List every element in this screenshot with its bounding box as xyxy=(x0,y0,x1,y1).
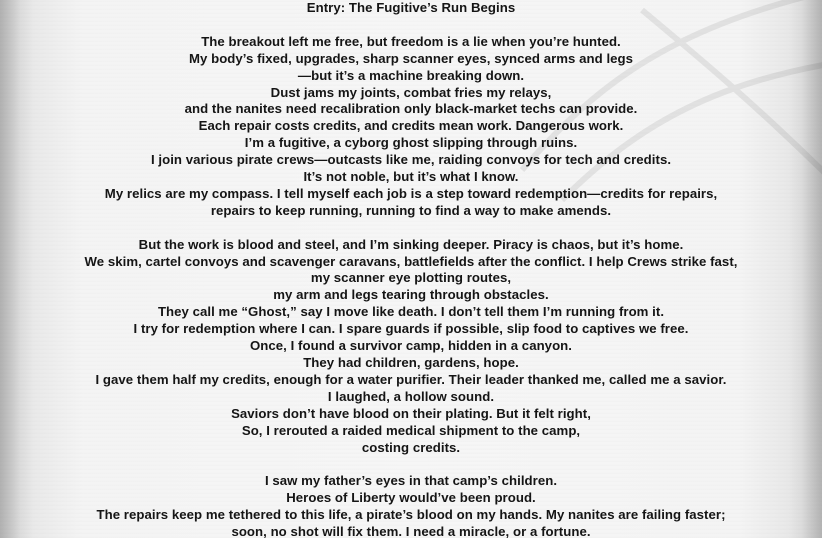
entry-paragraph xyxy=(0,473,822,538)
entry-line: I gave them half my credits, enough for a water purifier. Their leader thanked me, called me a savior. xyxy=(95,371,727,387)
entry-line: Once, I found a survivor camp, hidden in a canyon. xyxy=(250,338,572,354)
entry-paragraph xyxy=(0,237,822,457)
entry-line: I laughed, a hollow sound. xyxy=(327,388,495,404)
entry-line: soon, no shot will fix them. I need a miracle, or a fortune. xyxy=(231,524,591,538)
entry-line: repairs to keep running, running to find a way to make amends. xyxy=(210,202,612,218)
entry-line: my scanner eye plotting routes, xyxy=(310,270,512,286)
entry-line: and the nanites need recalibration only black-market techs can provide. xyxy=(184,101,638,117)
entry-title xyxy=(0,0,822,34)
entry-line: Heroes of Liberty would’ve been proud. xyxy=(286,490,536,506)
entry-line: So, I rerouted a raided medical shipment to the camp, xyxy=(241,422,581,438)
entry-paragraph xyxy=(0,34,822,220)
entry-line: My relics are my compass. I tell myself each job is a step toward redemption—credits for repairs, xyxy=(104,185,718,201)
entry-line: Each repair costs credits, and credits mean work. Dangerous work. xyxy=(198,118,624,134)
entry-line: —but it’s a machine breaking down. xyxy=(297,67,525,83)
entry-line: I join various pirate crews—outcasts like me, raiding convoys for tech and credits. xyxy=(150,152,672,168)
entry-line: I saw my father’s eyes in that camp’s children. xyxy=(264,473,558,489)
entry-line: costing credits. xyxy=(361,439,461,455)
entry-line: We skim, cartel convoys and scavenger caravans, battlefields after the conflict. I help Crews strike fast, xyxy=(84,253,738,269)
entry-body xyxy=(0,34,822,538)
entry-line: Dust jams my joints, combat fries my relays, xyxy=(270,84,552,100)
entry-line: The repairs keep me tethered to this life, a pirate’s blood on my hands. My nanites are failing faster; xyxy=(96,507,726,523)
entry-line: The breakout left me free, but freedom is a lie when you’re hunted. xyxy=(201,33,621,49)
entry-line: My body’s fixed, upgrades, sharp scanner eyes, synced arms and legs xyxy=(188,50,634,66)
entry-line: I try for redemption where I can. I spare guards if possible, slip food to captives we free. xyxy=(133,321,689,337)
entry-title-text: Entry: The Fugitive’s Run Begins xyxy=(306,0,516,15)
entry-line: Saviors don’t have blood on their plating. But it felt right, xyxy=(231,405,591,421)
entry-line: But the work is blood and steel, and I’m sinking deeper. Piracy is chaos, but it’s home. xyxy=(138,236,684,252)
entry-line: They call me “Ghost,” say I move like death. I don’t tell them I’m running from it. xyxy=(157,304,665,320)
entry-line: They had children, gardens, hope. xyxy=(303,355,519,370)
entry-line: my arm and legs tearing through obstacles. xyxy=(273,287,549,303)
entry-line: It’s not noble, but it’s what I know. xyxy=(303,169,519,185)
entry-line: I’m a fugitive, a cyborg ghost slipping through ruins. xyxy=(244,135,578,151)
